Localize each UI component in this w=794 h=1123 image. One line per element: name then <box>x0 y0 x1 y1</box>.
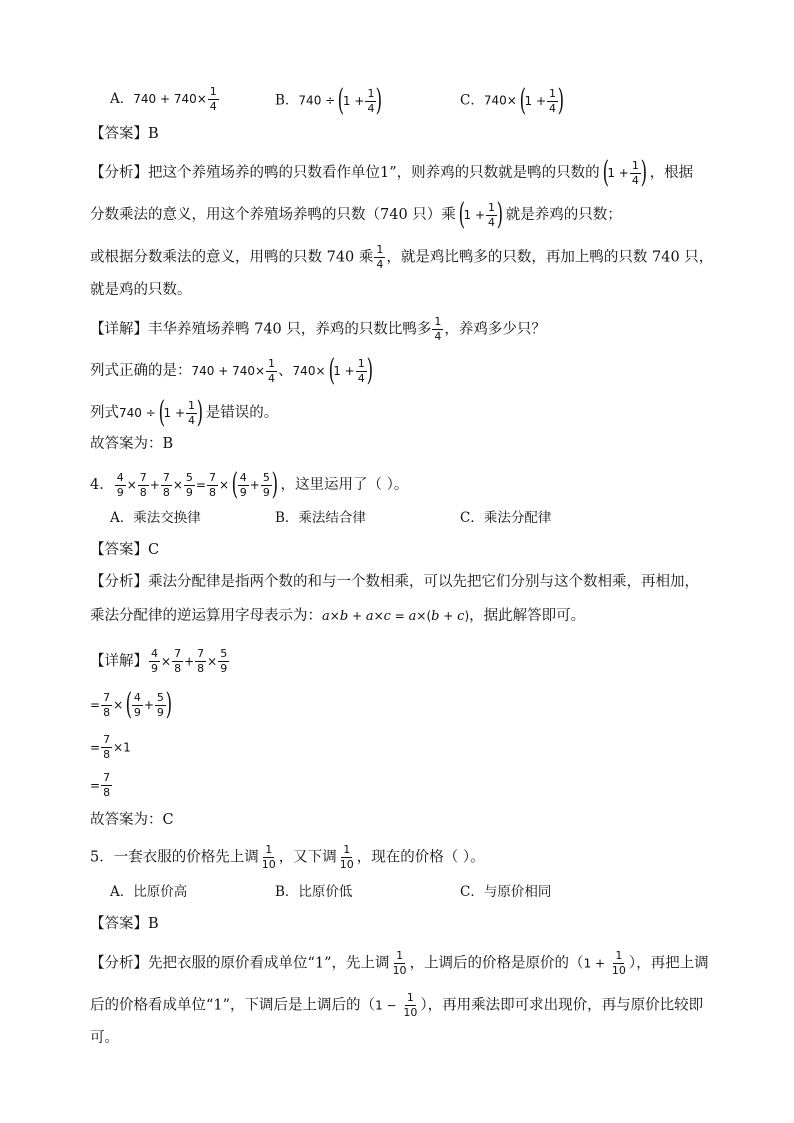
q4-answer: 【答案】C <box>90 542 160 558</box>
q5-option-c[interactable]: C．与原价相同 <box>460 884 552 900</box>
q4-option-a[interactable]: A．乘法交换律 <box>110 510 201 526</box>
q3-option-a[interactable]: A．740 + 740× $\frac{1}{4}$ <box>110 85 217 113</box>
q5-analysis-line-1: 【分析】先把衣服的原价看成单位“1”，先上调 $\frac{1}{10}$ ，上调后的价格是原价的（1 + $\frac{1}{10}$ ），再把上调 <box>90 949 709 977</box>
q4-analysis-line-2: 乘法分配律的逆运算用字母表示为：a×b + a×c = a×(b + c)，据此解答即可。 <box>90 608 586 624</box>
q3-analysis-line-1: 【分析】把这个养殖场养的鸭的只数看作单位1”，则养鸡的只数就是鸭的只数的 ( 1 + $\frac{1}{4}$ ) ，根据 <box>90 155 694 190</box>
q5-analysis-line-2: 后的价格看成单位“1”，下调后是上调后的（1 − $\frac{1}{10}$ ），再用乘法即可求出现价，再与原价比较即 <box>90 991 704 1019</box>
q5-analysis-line-3: 可。 <box>90 1030 119 1046</box>
q4-stem: 4． $\frac{4}{9}$ × $\frac{7}{8}$ + $\frac{7}{8}$ × $\frac{5}{9}$ = $\frac{7}{8}$ × ( $\frac{4}{9}$ + $\frac{5}{9}$ ) ，这里运用了（ ）。 <box>90 467 409 502</box>
q4-detail-line-3: = $\frac{7}{8}$ ×1 <box>90 733 131 761</box>
q3-option-c[interactable]: C．740× ( 1 + $\frac{1}{4}$ ) <box>460 83 565 118</box>
q3-analysis-line-2: 分数乘法的意义，用这个养殖场养鸭的只数（740 只）乘 ( 1 + $\frac{1}{4}$ ) 就是养鸡的只数； <box>90 197 622 232</box>
q3-analysis-line-4: 就是鸡的只数。 <box>90 282 192 298</box>
q3-conclusion: 故答案为：B <box>90 436 174 452</box>
q5-option-b[interactable]: B．比原价低 <box>275 884 353 900</box>
q3-answer: 【答案】B <box>90 126 159 142</box>
q4-conclusion: 故答案为：C <box>90 812 174 828</box>
q3-detail-line-3: 列式740 ÷ ( 1 + $\frac{1}{4}$ ) 是错误的。 <box>90 395 279 430</box>
q4-option-c[interactable]: C．乘法分配律 <box>460 510 552 526</box>
q5-answer: 【答案】B <box>90 916 159 932</box>
q4-option-b[interactable]: B．乘法结合律 <box>275 510 366 526</box>
q3-detail-line-1: 【详解】丰华养殖场养鸭 740 只，养鸡的只数比鸭多 $\frac{1}{4}$ ，养鸡多少只？ <box>90 315 546 343</box>
q5-option-a[interactable]: A．比原价高 <box>110 884 188 900</box>
q4-detail-line-2: = $\frac{7}{8}$ × ( $\frac{4}{9}$ + $\frac{5}{9}$ ) <box>90 687 172 722</box>
q3-option-b[interactable]: B．740 ÷ ( 1 + $\frac{1}{4}$ ) <box>275 83 383 118</box>
q4-detail-line-4: = $\frac{7}{8}$ <box>90 771 111 799</box>
q4-analysis-line-1: 【分析】乘法分配律是指两个数的和与一个数相乘，可以先把它们分别与这个数相乘，再相加， <box>90 574 699 590</box>
q3-analysis-line-3: 或根据分数乘法的意义，用鸭的只数 740 乘 $\frac{1}{4}$ ，就是鸡比鸭多的只数，再加上鸭的只数 740 只， <box>90 243 714 271</box>
q3-detail-line-2: 列式正确的是：740 + 740× $\frac{1}{4}$ 、740× ( 1 + $\frac{1}{4}$ ) <box>90 353 373 388</box>
q5-stem: 5．一套衣服的价格先上调 $\frac{1}{10}$ ，又下调 $\frac{1}{10}$ ，现在的价格（ ）。 <box>90 843 485 871</box>
q4-detail-line-1: 【详解】 $\frac{4}{9}$ × $\frac{7}{8}$ + $\frac{7}{8}$ × $\frac{5}{9}$ <box>90 647 228 675</box>
